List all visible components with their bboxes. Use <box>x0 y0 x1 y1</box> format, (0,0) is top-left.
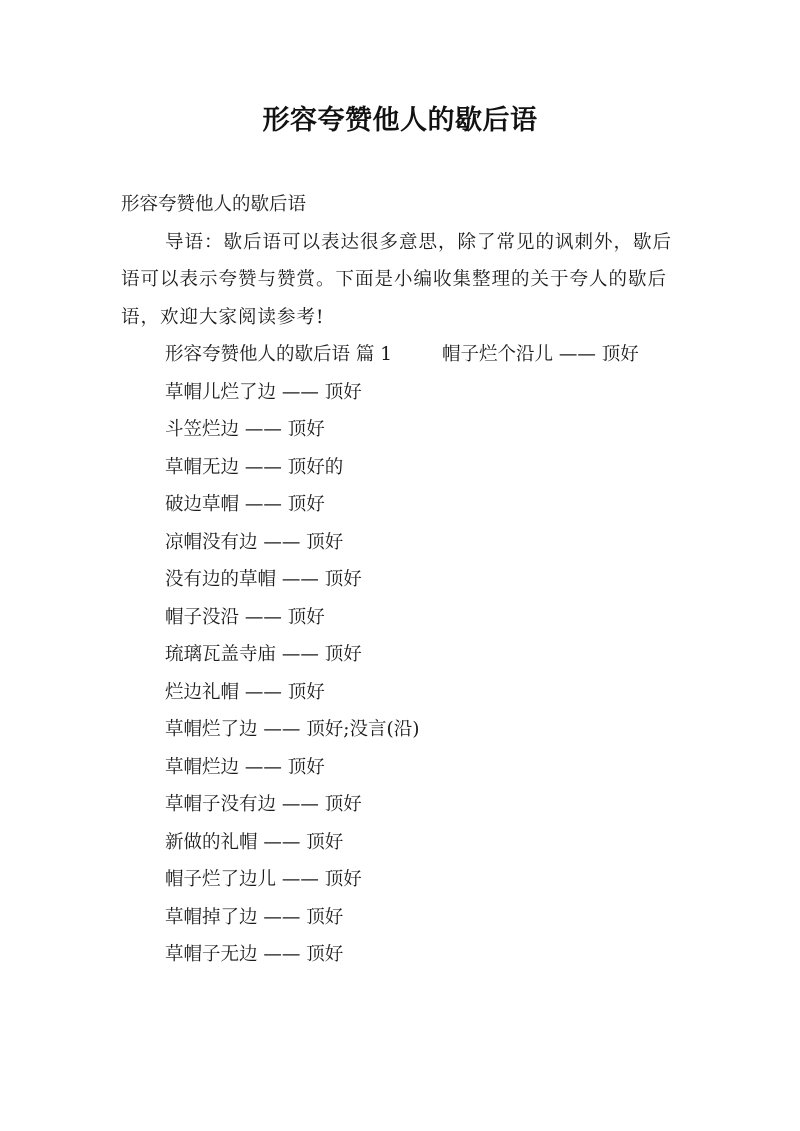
document-subtitle: 形容夸赞他人的歇后语 <box>121 194 307 215</box>
list-item: 琉璃瓦盖寺庙 —— 顶好 <box>165 644 362 665</box>
list-item: 帽子没沿 —— 顶好 <box>165 606 325 628</box>
list-item: 草帽儿烂了边 —— 顶好 <box>165 381 362 403</box>
document-title: 形容夸赞他人的歇后语 <box>262 105 538 136</box>
section-heading-line <box>121 336 683 374</box>
list-item: 草帽烂边 —— 顶好 <box>165 756 325 778</box>
list-item: 新做的礼帽 —— 顶好 <box>165 831 344 853</box>
section-heading: 形容夸赞他人的歇后语 篇 1 <box>165 344 393 365</box>
list-item: 草帽掉了边 —— 顶好 <box>165 906 344 928</box>
list-item: 草帽子没有边 —— 顶好 <box>165 794 362 815</box>
intro-paragraph: 导语：歇后语可以表达很多意思，除了常见的讽刺外，歇后语可以表示夸赞与赞赏。下面是小编收集整理的关于夸人的歇后语，欢迎大家阅读参考! <box>121 231 673 328</box>
first-item: 帽子烂个沿儿 —— 顶好 <box>442 344 639 365</box>
list-item: 烂边礼帽 —— 顶好 <box>165 681 325 703</box>
list-item: 凉帽没有边 —— 顶好 <box>165 531 344 553</box>
list-item: 帽子烂了边儿 —— 顶好 <box>165 869 362 890</box>
list-item: 斗笠烂边 —— 顶好 <box>165 419 325 440</box>
list-item: 没有边的草帽 —— 顶好 <box>165 569 362 590</box>
list-item: 草帽烂了边 —— 顶好;没言(沿) <box>165 719 420 740</box>
list-item: 草帽子无边 —— 顶好 <box>165 944 344 965</box>
list-item: 破边草帽 —— 顶好 <box>165 494 325 515</box>
list-item: 草帽无边 —— 顶好的 <box>165 456 344 478</box>
document-body <box>121 186 683 974</box>
item-list <box>121 374 683 974</box>
